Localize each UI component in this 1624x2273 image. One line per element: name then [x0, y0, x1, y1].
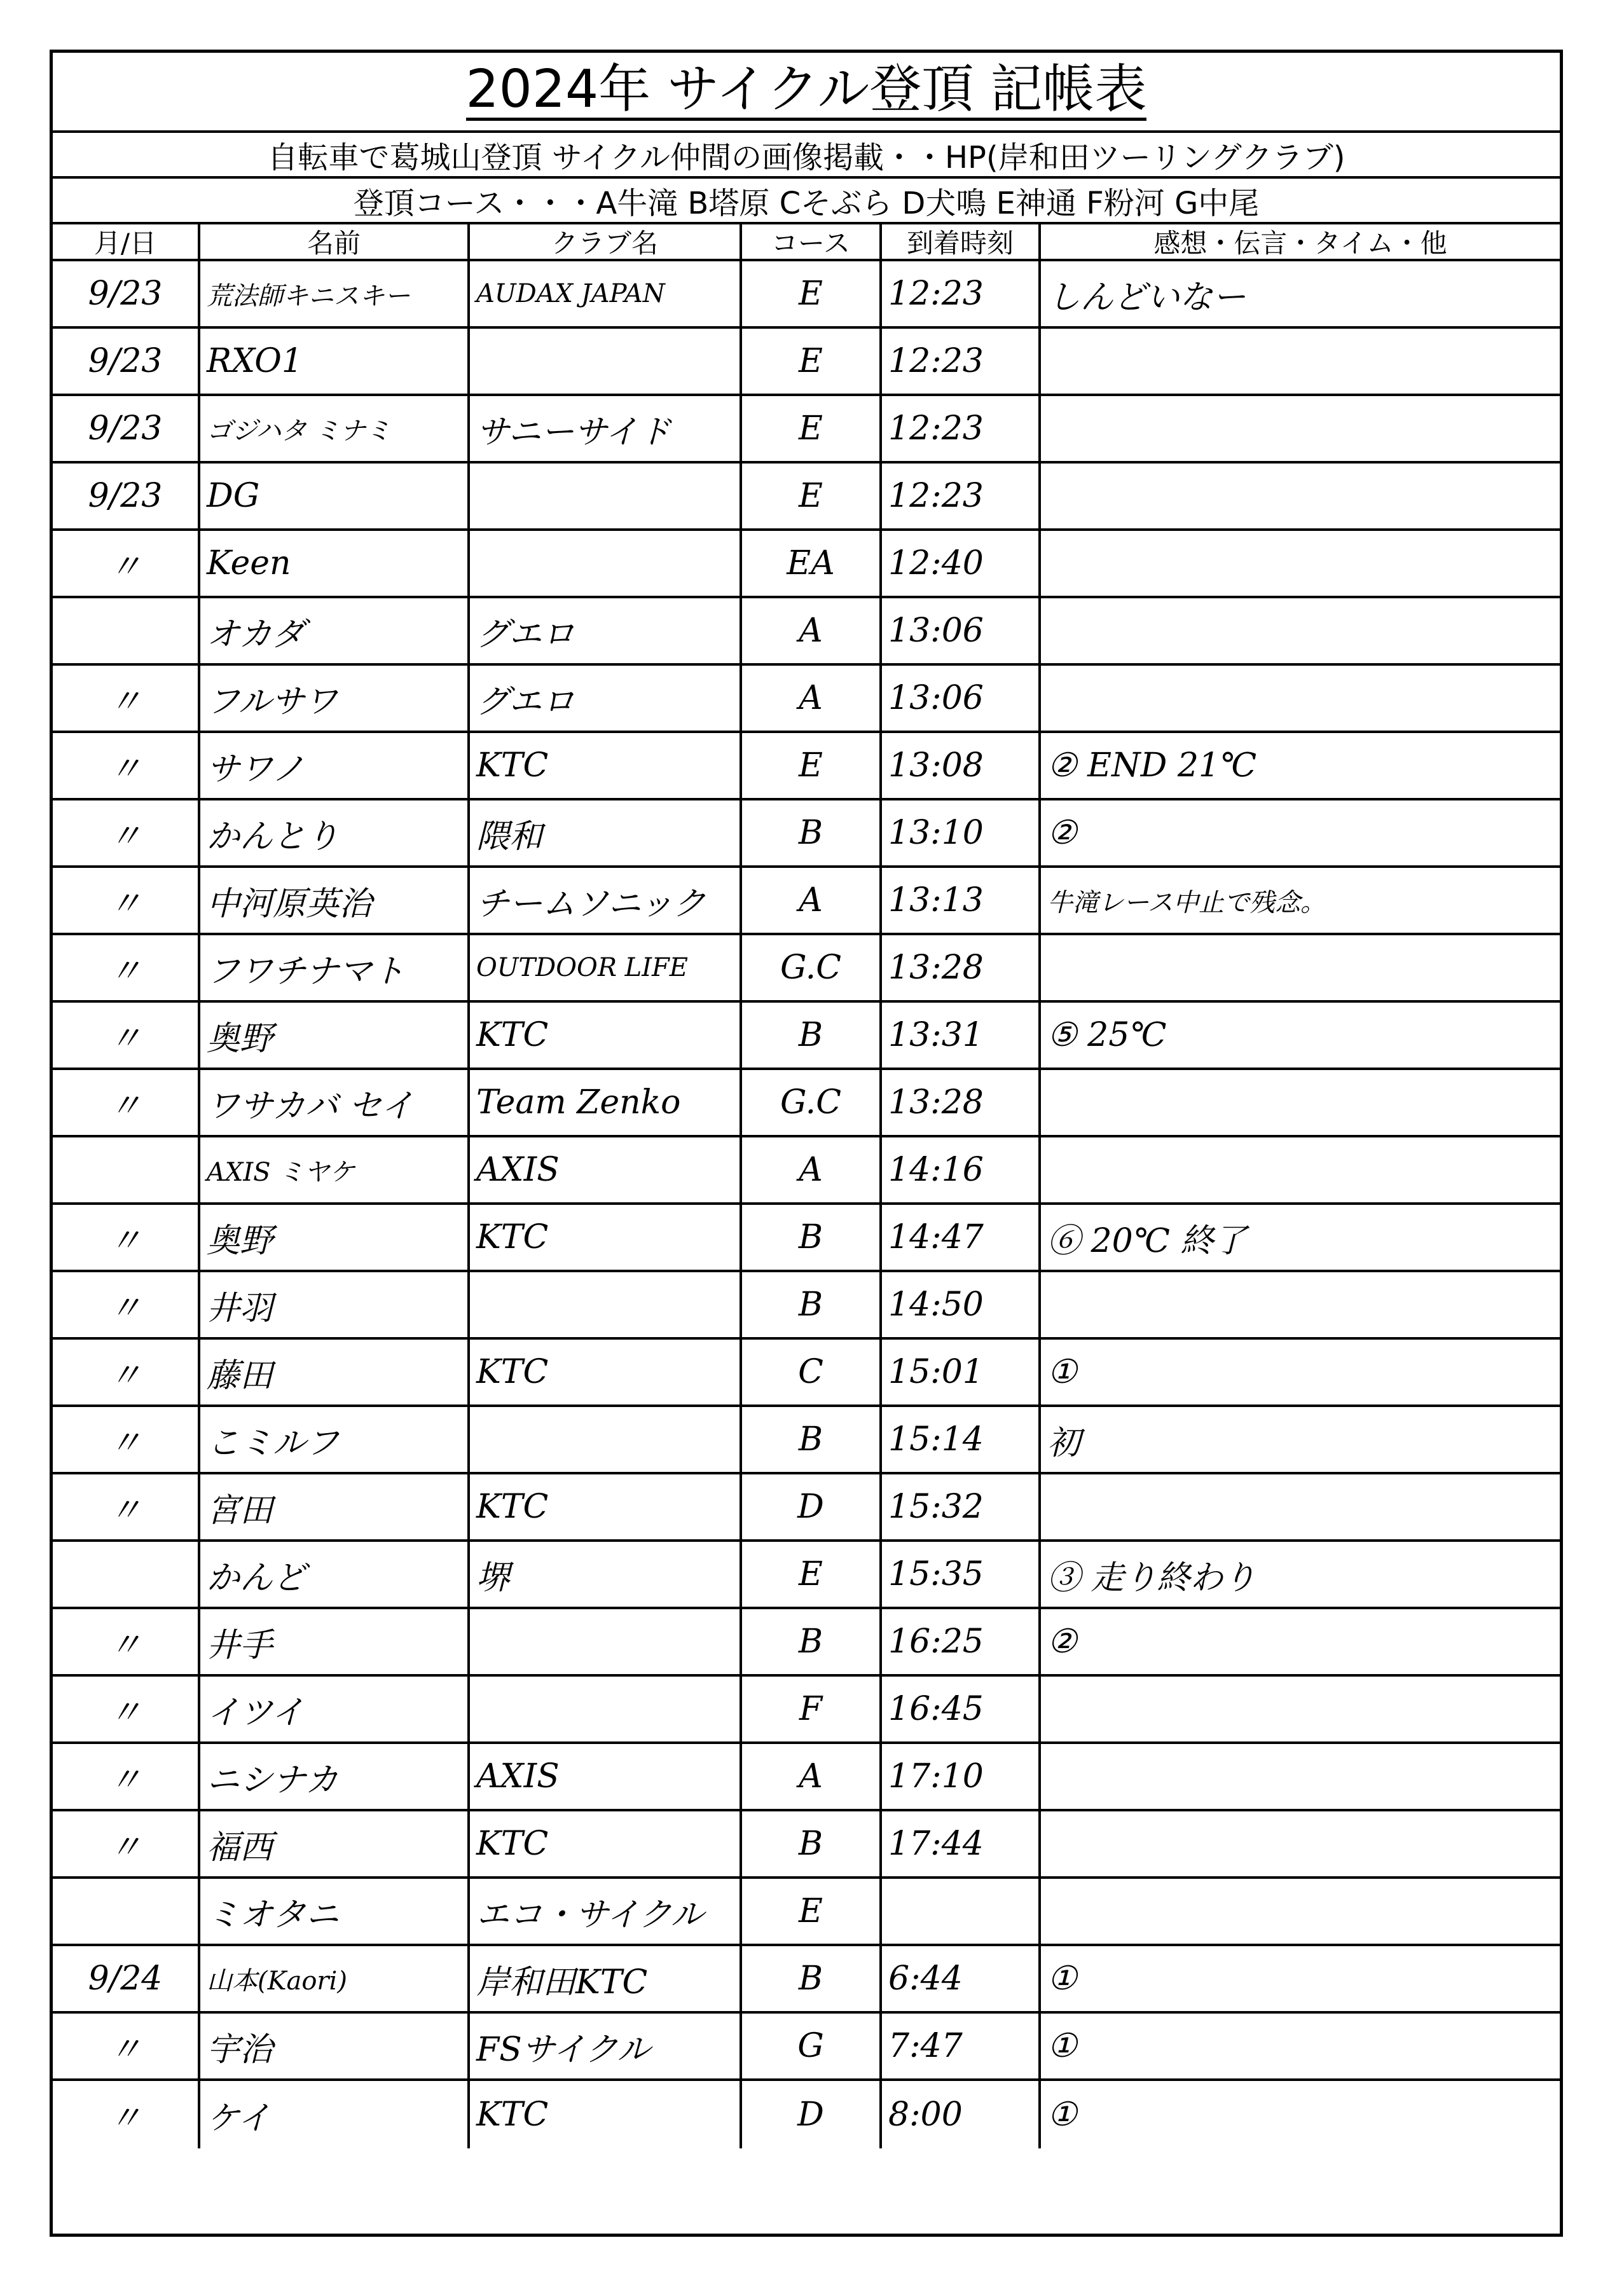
time-cell: 12:23 [882, 329, 1041, 394]
name-cell: かんとり [200, 800, 470, 865]
note-cell: しんどいなー [1047, 278, 1246, 317]
note-cell: 初 [1047, 1424, 1081, 1462]
note-cell [1041, 1811, 1560, 1876]
club-cell: KTC [470, 1474, 742, 1539]
name-cell: ニシナカ [200, 1744, 470, 1809]
date-cell [53, 1879, 200, 1944]
course-cell: C [742, 1340, 882, 1404]
course-cell: A [742, 868, 882, 933]
club-cell [470, 1407, 742, 1472]
table-row [53, 2014, 1560, 2081]
club-cell: エコ・サイクル [470, 1879, 742, 1944]
note-cell [1041, 464, 1560, 528]
course-cell: G [742, 2014, 882, 2078]
note-cell: ⑤ 25℃ [1047, 1016, 1167, 1054]
name-cell: フルサワ [200, 666, 470, 731]
time-cell: 15:01 [882, 1340, 1041, 1404]
name-cell: 藤田 [200, 1340, 470, 1404]
date-cell: 〃 [53, 1070, 200, 1135]
time-cell [882, 1879, 1041, 1944]
club-cell: KTC [470, 1205, 742, 1270]
name-cell: かんど [200, 1542, 470, 1607]
table-row [53, 1609, 1560, 1677]
note-cell: ⑥ 20℃ 終了 [1047, 1221, 1247, 1260]
date-cell: 〃 [53, 935, 200, 1000]
club-cell: AXIS [470, 1744, 742, 1809]
subtitle: 自転車で葛城山登頂 サイクル仲間の画像掲載・・HP(岸和田ツーリングクラブ) [267, 139, 1345, 175]
note-cell: ③ 走り終わり [1047, 1558, 1256, 1597]
course-cell: B [742, 1205, 882, 1270]
table-row [53, 329, 1560, 396]
date-cell: 9/23 [53, 396, 200, 461]
header-course: コース [742, 224, 882, 259]
time-cell: 6:44 [882, 1946, 1041, 2011]
date-cell: 〃 [53, 1003, 200, 1068]
course-cell: E [742, 733, 882, 798]
club-cell [470, 1272, 742, 1337]
name-cell: ケイ [200, 2081, 470, 2148]
course-cell: A [742, 666, 882, 731]
name-cell: ゴジハタ ミナミ [200, 396, 470, 461]
page-title: 2024年 サイクル登頂 記帳表 [465, 59, 1147, 120]
time-cell: 8:00 [882, 2081, 1041, 2148]
course-cell: B [742, 1811, 882, 1876]
header-date: 月/日 [53, 224, 200, 259]
note-cell [1041, 1474, 1560, 1539]
time-cell: 14:47 [882, 1205, 1041, 1270]
name-cell: 宮田 [200, 1474, 470, 1539]
club-cell: KTC [470, 2081, 742, 2148]
course-cell: EA [742, 531, 882, 596]
time-cell: 15:35 [882, 1542, 1041, 1607]
date-cell: 〃 [53, 1677, 200, 1741]
name-cell: 荒法師キニスキー [200, 261, 470, 326]
note-cell [1041, 935, 1560, 1000]
table-row [53, 1542, 1560, 1609]
club-cell: KTC [470, 1003, 742, 1068]
date-cell: 〃 [53, 1272, 200, 1337]
name-cell: 奥野 [200, 1003, 470, 1068]
date-cell: 〃 [53, 733, 200, 798]
date-cell [53, 598, 200, 663]
time-cell: 14:16 [882, 1137, 1041, 1202]
time-cell: 17:44 [882, 1811, 1041, 1876]
date-cell [53, 1542, 200, 1607]
note-cell: ① [1047, 2027, 1077, 2065]
note-cell: ② END 21℃ [1047, 746, 1257, 785]
date-cell: 〃 [53, 1744, 200, 1809]
header-notes: 感想・伝言・タイム・他 [1153, 228, 1447, 259]
course-cell: E [742, 329, 882, 394]
time-cell: 13:06 [882, 666, 1041, 731]
name-cell: 宇治 [200, 2014, 470, 2078]
time-cell: 7:47 [882, 2014, 1041, 2078]
table-row [53, 464, 1560, 531]
club-cell: 堺 [470, 1542, 742, 1607]
club-cell: AXIS [470, 1137, 742, 1202]
table-row [53, 800, 1560, 868]
note-cell [1041, 396, 1560, 461]
log-sheet [50, 50, 1563, 2237]
header-club: クラブ名 [470, 224, 742, 259]
table-row [53, 1205, 1560, 1272]
time-cell: 13:28 [882, 935, 1041, 1000]
note-cell [1041, 1070, 1560, 1135]
club-cell [470, 329, 742, 394]
name-cell: 井手 [200, 1609, 470, 1674]
log-table [53, 224, 1560, 2148]
name-cell: イツイ [200, 1677, 470, 1741]
course-cell: E [742, 261, 882, 326]
name-cell: ワサカバ セイ [200, 1070, 470, 1135]
time-cell: 15:14 [882, 1407, 1041, 1472]
club-cell: OUTDOOR LIFE [470, 935, 742, 1000]
course-cell: E [742, 396, 882, 461]
club-cell: チームソニック [470, 868, 742, 933]
club-cell: グエロ [470, 666, 742, 731]
name-cell: こミルフ [200, 1407, 470, 1472]
time-cell: 12:23 [882, 396, 1041, 461]
date-cell: 9/24 [53, 1946, 200, 2011]
note-cell [1041, 1744, 1560, 1809]
note-cell: ② [1047, 1623, 1077, 1661]
note-cell [1041, 598, 1560, 663]
table-row [53, 733, 1560, 800]
note-cell: ① [1047, 1353, 1077, 1391]
note-cell [1041, 1137, 1560, 1202]
time-cell: 13:13 [882, 868, 1041, 933]
time-cell: 16:25 [882, 1609, 1041, 1674]
club-cell: 岸和田KTC [470, 1946, 742, 2011]
table-row [53, 1340, 1560, 1407]
date-cell: 〃 [53, 1609, 200, 1674]
date-cell: 〃 [53, 1340, 200, 1404]
name-cell: ミオタニ [200, 1879, 470, 1944]
name-cell: サワノ [200, 733, 470, 798]
time-cell: 17:10 [882, 1744, 1041, 1809]
table-row [53, 2081, 1560, 2148]
table-row [53, 1474, 1560, 1542]
course-cell: E [742, 1542, 882, 1607]
table-row [53, 935, 1560, 1003]
time-cell: 12:40 [882, 531, 1041, 596]
date-cell: 〃 [53, 2014, 200, 2078]
subtitle-bar [53, 133, 1560, 179]
header-name: 名前 [200, 224, 470, 259]
note-cell: ① [1047, 2096, 1077, 2134]
date-cell: 〃 [53, 1407, 200, 1472]
name-cell: 井羽 [200, 1272, 470, 1337]
name-cell: AXIS ミヤケ [200, 1137, 470, 1202]
club-cell: FSサイクル [470, 2014, 742, 2078]
course-cell: B [742, 1946, 882, 2011]
table-row [53, 1407, 1560, 1474]
course-cell: B [742, 1272, 882, 1337]
note-cell: ② [1047, 814, 1077, 852]
title-bar [53, 53, 1560, 133]
name-cell: フワチナマト [200, 935, 470, 1000]
table-row [53, 1677, 1560, 1744]
course-legend-bar [53, 179, 1560, 224]
table-row [53, 1003, 1560, 1070]
club-cell: KTC [470, 1340, 742, 1404]
course-cell: A [742, 598, 882, 663]
date-cell [53, 1137, 200, 1202]
time-cell: 15:32 [882, 1474, 1041, 1539]
table-row [53, 1946, 1560, 2014]
time-cell: 16:45 [882, 1677, 1041, 1741]
table-row [53, 1811, 1560, 1879]
time-cell: 13:06 [882, 598, 1041, 663]
club-cell: KTC [470, 733, 742, 798]
table-row [53, 396, 1560, 464]
course-cell: B [742, 800, 882, 865]
table-row [53, 868, 1560, 935]
note-cell [1041, 329, 1560, 394]
note-cell [1041, 1272, 1560, 1337]
club-cell: AUDAX JAPAN [470, 261, 742, 326]
date-cell: 9/23 [53, 261, 200, 326]
course-cell: E [742, 464, 882, 528]
name-cell: 中河原英治 [200, 868, 470, 933]
table-row [53, 1272, 1560, 1340]
table-row [53, 1137, 1560, 1205]
date-cell: 〃 [53, 1811, 200, 1876]
course-cell: F [742, 1677, 882, 1741]
note-cell [1041, 531, 1560, 596]
time-cell: 13:08 [882, 733, 1041, 798]
time-cell: 12:23 [882, 464, 1041, 528]
table-row [53, 531, 1560, 598]
table-row [53, 1070, 1560, 1137]
course-cell: B [742, 1609, 882, 1674]
course-cell: G.C [742, 1070, 882, 1135]
course-cell: D [742, 1474, 882, 1539]
name-cell: 山本(Kaori) [200, 1946, 470, 2011]
date-cell: 〃 [53, 666, 200, 731]
course-cell: E [742, 1879, 882, 1944]
table-row [53, 261, 1560, 329]
course-cell: B [742, 1407, 882, 1472]
club-cell [470, 1609, 742, 1674]
time-cell: 13:10 [882, 800, 1041, 865]
course-cell: D [742, 2081, 882, 2148]
date-cell: 9/23 [53, 329, 200, 394]
course-cell: B [742, 1003, 882, 1068]
course-cell: A [742, 1137, 882, 1202]
club-cell [470, 1677, 742, 1741]
table-header [53, 224, 1560, 261]
name-cell: RXO1 [200, 329, 470, 394]
course-cell: G.C [742, 935, 882, 1000]
name-cell: 福西 [200, 1811, 470, 1876]
name-cell: Keen [200, 531, 470, 596]
note-cell [1041, 1677, 1560, 1741]
date-cell: 〃 [53, 1205, 200, 1270]
time-cell: 12:23 [882, 261, 1041, 326]
time-cell: 13:31 [882, 1003, 1041, 1068]
table-row [53, 1744, 1560, 1811]
course-cell: A [742, 1744, 882, 1809]
club-cell: KTC [470, 1811, 742, 1876]
table-body [53, 261, 1560, 2148]
name-cell: DG [200, 464, 470, 528]
name-cell: オカダ [200, 598, 470, 663]
name-cell: 奥野 [200, 1205, 470, 1270]
table-row [53, 1879, 1560, 1946]
date-cell: 〃 [53, 2081, 200, 2148]
date-cell: 〃 [53, 800, 200, 865]
date-cell: 〃 [53, 531, 200, 596]
course-legend: 登頂コース・・・A牛滝 B塔原 Cそぶら D犬鳴 E神通 F粉河 G中尾 [353, 185, 1260, 221]
club-cell [470, 531, 742, 596]
table-row [53, 666, 1560, 733]
note-cell [1041, 1879, 1560, 1944]
note-cell: ① [1047, 1960, 1077, 1998]
header-arrival-time: 到着時刻 [882, 224, 1041, 259]
note-cell [1041, 666, 1560, 731]
club-cell [470, 464, 742, 528]
date-cell: 〃 [53, 1474, 200, 1539]
note-cell: 牛滝レース中止で残念。 [1047, 888, 1326, 917]
date-cell: 〃 [53, 868, 200, 933]
club-cell: グエロ [470, 598, 742, 663]
time-cell: 13:28 [882, 1070, 1041, 1135]
date-cell: 9/23 [53, 464, 200, 528]
club-cell: Team Zenko [470, 1070, 742, 1135]
time-cell: 14:50 [882, 1272, 1041, 1337]
table-row [53, 598, 1560, 666]
club-cell: サニーサイド [470, 396, 742, 461]
club-cell: 隈和 [470, 800, 742, 865]
